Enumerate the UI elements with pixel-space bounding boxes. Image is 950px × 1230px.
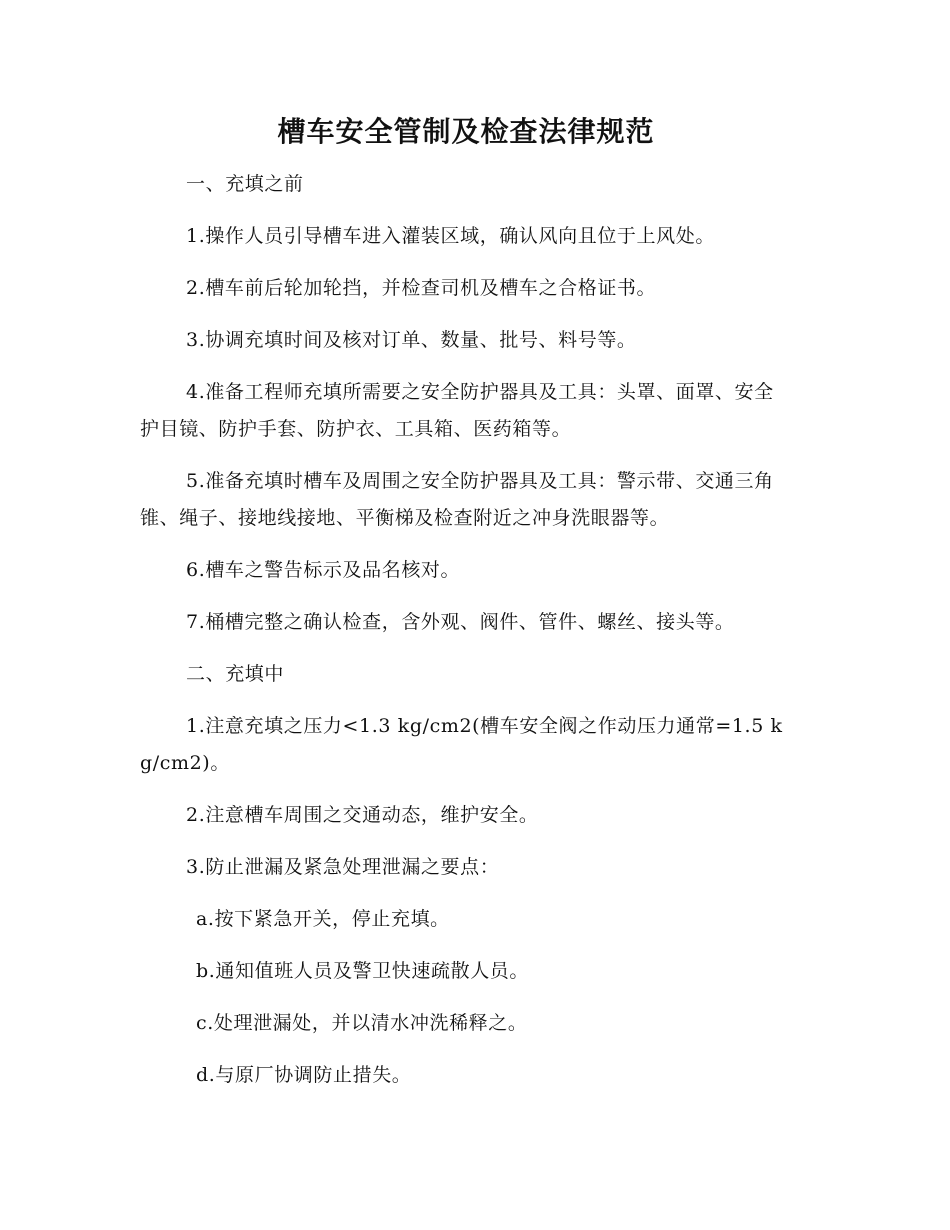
paragraph-item: 3.防止泄漏及紧急处理泄漏之要点： (186, 856, 500, 878)
paragraph-item: 4.准备工程师充填所需要之安全防护器具及工具：头罩、面罩、安全护目镜、防护手套、防护衣、工具箱、医药箱等。 (140, 381, 774, 440)
paragraph-item: 1.操作人员引导槽车进入灌装区域，确认风向且位于上风处。 (186, 225, 715, 247)
paragraph-item: 2.注意槽车周围之交通动态，维护安全。 (186, 804, 539, 826)
sub-item: a.按下紧急开关，停止充填。 (196, 908, 450, 930)
section-heading-before-filling: 一、充填之前 (186, 173, 304, 195)
paragraph-item: 3.协调充填时间及核对订单、数量、批号、料号等。 (186, 329, 637, 351)
section-heading-during-filling: 二、充填中 (186, 663, 285, 685)
document-title: 槽车安全管制及检查法律规范 (277, 115, 655, 148)
paragraph-item: 2.槽车前后轮加轮挡，并检查司机及槽车之合格证书。 (186, 277, 657, 299)
paragraph-item: 5.准备充填时槽车及周围之安全防护器具及工具：警示带、交通三角锥、绳子、接地线接地、平衡梯及检查附近之冲身洗眼器等。 (140, 470, 774, 529)
sub-item: d.与原厂协调防止措失。 (196, 1064, 412, 1086)
sub-item: c.处理泄漏处，并以清水冲洗稀释之。 (196, 1012, 528, 1034)
sub-item: b.通知值班人员及警卫快速疏散人员。 (196, 960, 530, 982)
paragraph-item: 6.槽车之警告标示及品名核对。 (186, 559, 461, 581)
paragraph-item: 7.桶槽完整之确认检查，含外观、阀件、管件、螺丝、接头等。 (186, 611, 735, 633)
paragraph-item: 1.注意充填之压力<1.3 kg/cm2(槽车安全阀之作动压力通常=1.5 kg/cm2)。 (140, 715, 783, 774)
